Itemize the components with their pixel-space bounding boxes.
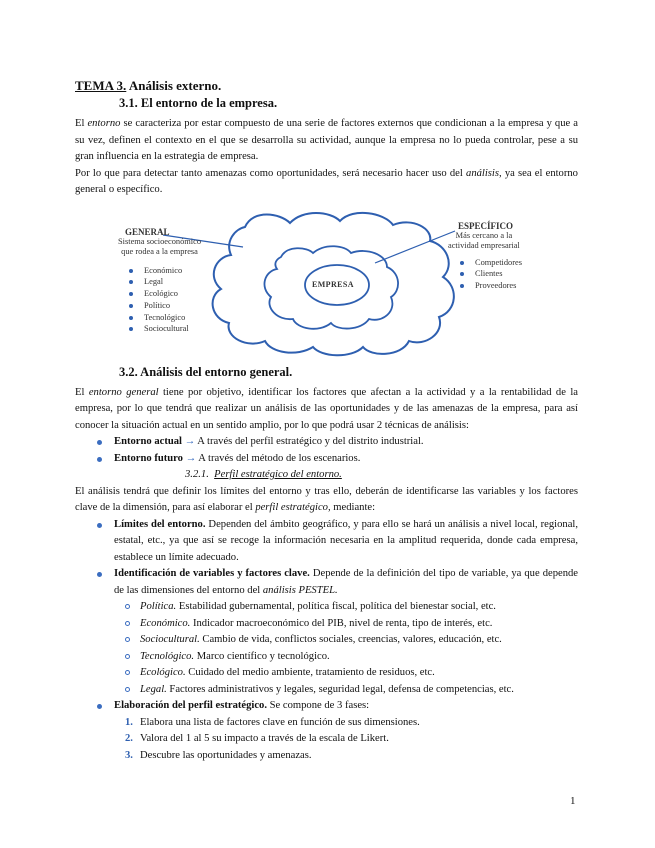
specific-factor-list (455, 257, 522, 292)
technique-desc: A través del método de los escenarios. (196, 452, 361, 464)
phase-text: Descubre las oportunidades y amenazas. (140, 749, 312, 761)
general-factor: Ecológico (124, 288, 189, 300)
phases-list (75, 715, 578, 765)
step-limites (75, 517, 578, 567)
pestel-value: Factores administrativos y legales, seguridad legal, defensa de competencias, etc. (166, 683, 514, 695)
subsection-number: 3.2.1. (185, 469, 209, 480)
italic-run: entorno (87, 118, 121, 129)
technique-item (75, 434, 578, 451)
pestel-key: Política. (140, 601, 177, 612)
pestel-item (75, 616, 578, 633)
specific-description (448, 231, 520, 252)
pestel-item (75, 665, 578, 682)
text-run: ya sea el entorno general o específico. (75, 167, 578, 195)
pestel-key: Económico. (140, 617, 191, 629)
pestel-value: Cuidado del medio ambiente, tratamiento de residuos, etc. (185, 667, 435, 678)
general-description (118, 237, 201, 258)
phase-number: 3. (125, 749, 133, 761)
italic-run: análisis, (466, 167, 502, 179)
paragraph-entorno (75, 116, 578, 166)
step-elaboracion (75, 698, 578, 715)
section-3-2-title: 3.2. Análisis del entorno general. (119, 364, 293, 379)
text-run: Dependen del ámbito geográfico, y para ello se hará un análisis a nivel local, regional, estatal, etc., ya que así se recoge la información necesaria en la amplitud requerida, donde cada empresa, establece un límite adecuado. (114, 518, 578, 563)
italic-run: perfil estratégico, (255, 502, 331, 513)
general-desc-line-1: Sistema socioeconómico (118, 236, 202, 246)
paragraph-entorno-general (75, 385, 578, 435)
bold-run: Límites del entorno. (114, 518, 206, 530)
phase-number: 2. (125, 733, 133, 744)
phase-number: 1. (125, 716, 133, 728)
pestel-list (75, 599, 578, 698)
technique-item (75, 451, 578, 468)
arrow-icon: → (185, 452, 197, 464)
step-identificacion (75, 566, 578, 599)
general-factor: Tecnológico (124, 312, 189, 324)
italic-run: análisis PESTEL. (262, 584, 338, 596)
pestel-value: Cambio de vida, conflictos sociales, creencias, valores, educación, etc. (199, 634, 502, 645)
general-factor: Político (124, 300, 189, 312)
tema-title: Análisis externo. (126, 78, 222, 93)
subsection-title-text: Perfil estratégico del entorno. (214, 469, 342, 480)
arrow-icon: → (184, 436, 196, 447)
general-factor: Económico (124, 265, 189, 277)
pestel-value: Indicador macroeconómico del PIB, nivel de renta, tipo de interés, etc. (190, 617, 493, 629)
specific-factor: Proveedores (455, 280, 522, 292)
text-run: Por lo que para detectar tanto amenazas como oportunidades, será necesario hacer uso del (75, 167, 467, 179)
text-run: Se compone de 3 fases: (267, 700, 370, 711)
text-run: El análisis tendrá que definir los límites del entorno y tras ello, deberán de identificarse las variables y los factores clave de la dimensión, para así elaborar el (75, 485, 578, 513)
pestel-key: Sociocultural. (140, 634, 200, 645)
paragraph-perfil (75, 484, 578, 517)
technique-desc: A través del perfil estratégico y del distrito industrial. (195, 436, 424, 447)
pestel-item (75, 632, 578, 649)
pestel-value: Estabilidad gubernamental, política fiscal, política del bienestar social, etc. (176, 601, 496, 612)
section-3-1-title: 3.1. El entorno de la empresa. (119, 96, 278, 110)
general-factor-list (124, 265, 189, 336)
specific-factor: Competidores (455, 257, 522, 269)
bold-run: Identificación de variables y factores clave. (114, 568, 310, 579)
page-number: 1 (570, 795, 576, 807)
pestel-value: Marco científico y tecnológico. (194, 650, 330, 662)
perfil-steps-list-cont (75, 698, 578, 715)
general-desc-line-2: que rodea a la empresa (121, 247, 198, 256)
specific-desc-line-2: actividad empresarial (448, 241, 520, 250)
text-run: Depende de la definición del tipo de variable, ya que depende de las dimensiones del entorno del (114, 568, 578, 596)
perfil-steps-list (75, 517, 578, 600)
italic-run: entorno general (88, 386, 159, 398)
document-page (75, 78, 578, 764)
subsection-3-2-1-title (75, 467, 578, 484)
phase-text: Valora del 1 al 5 su impacto a través de la escala de Likert. (140, 733, 389, 744)
techniques-list (75, 434, 578, 467)
general-factor: Legal (124, 276, 189, 288)
general-label: GENERAL (125, 226, 170, 237)
entorno-diagram (75, 207, 578, 359)
tema-heading (75, 78, 578, 94)
general-factor: Sociocultural (124, 323, 189, 335)
pestel-key: Ecológico. (140, 667, 186, 678)
specific-label: ESPECÍFICO (458, 220, 514, 231)
text-run: se caracteriza por estar compuesto de una serie de factores externos que condicionan a la empresa y que a su vez, definen el contexto en el que se desarrolla su actividad, aunque la empresa no lo pueda controlar, pese a su gran influencia en la estrategia de empresa. (75, 118, 578, 162)
step-identificacion-text (114, 568, 578, 596)
phase-text: Elabora una lista de factores clave en función de sus dimensiones. (140, 716, 420, 728)
specific-desc-line-1: Más cercano a la (455, 230, 513, 240)
text-run: mediante: (330, 502, 376, 513)
pestel-item (75, 599, 578, 616)
pestel-key: Tecnológico. (140, 650, 195, 662)
specific-factor: Clientes (455, 268, 522, 280)
text-run: El (75, 118, 88, 129)
pestel-item (75, 649, 578, 666)
text-run: El (75, 386, 89, 398)
phase-item (75, 715, 578, 732)
phase-item (75, 748, 578, 765)
technique-name: Entorno futuro (114, 452, 183, 464)
pestel-item (75, 682, 578, 699)
pestel-key: Legal. (140, 683, 167, 695)
empresa-label: EMPRESA (312, 279, 354, 289)
phase-item (75, 731, 578, 748)
bold-run: Elaboración del perfil estratégico. (114, 700, 267, 711)
technique-name: Entorno actual (114, 436, 182, 447)
text-run: tiene por objetivo, identificar los factores que afectan a la actividad y a la rentabilidad de la empresa, por lo que tendrá que realizar un análisis de las oportunidades y de las amenazas de la empresa, para así conocer la situación actual en un sentido amplio, por lo que podrá usar 2 técnicas de análisis: (75, 386, 578, 431)
paragraph-analisis (75, 166, 578, 199)
tema-number: TEMA 3. (75, 78, 127, 93)
